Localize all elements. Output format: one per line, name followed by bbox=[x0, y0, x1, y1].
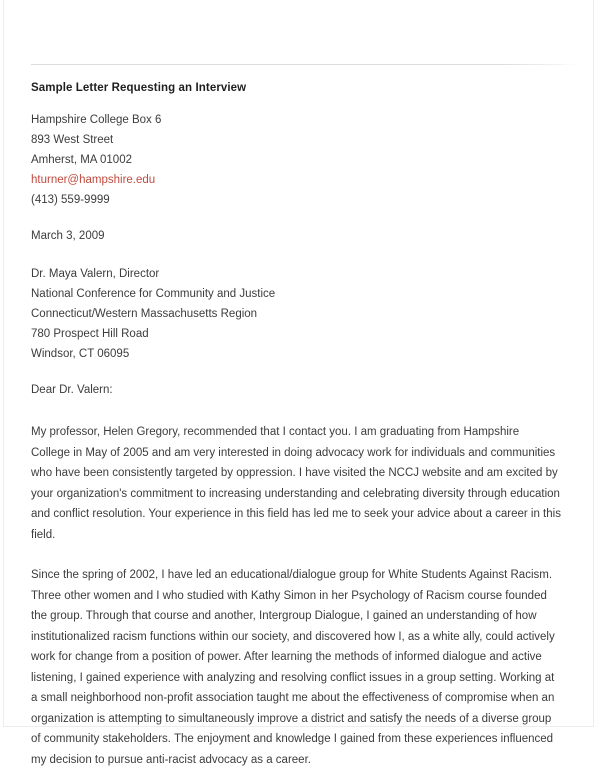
sender-address-block bbox=[31, 110, 575, 210]
recipient-address-block bbox=[31, 264, 575, 364]
recipient-address-line: Windsor, CT 06095 bbox=[31, 348, 130, 360]
sender-address-line: Amherst, MA 01002 bbox=[31, 154, 132, 166]
recipient-address-line: 780 Prospect Hill Road bbox=[31, 328, 149, 340]
letter-body-paragraph: My professor, Helen Gregory, recommended that I contact you. I am graduating from Hampshire College in May of 2005 and am very interested in doing advocacy work for individuals and communities who have been consistently targeted by oppression. I have visited the NCCJ website and am excited by your organization's commitment to increasing understanding and celebrating diversity through education and conflict resolution. Your experience in this field has led me to seek your advice about a career in this field. bbox=[31, 426, 561, 541]
sender-email-link[interactable]: hturner@hampshire.edu bbox=[31, 174, 156, 186]
header-divider bbox=[31, 64, 575, 65]
recipient-address-line: National Conference for Community and Justice bbox=[31, 288, 276, 300]
letter-content bbox=[31, 64, 575, 770]
sender-phone-line: (413) 559-9999 bbox=[31, 194, 110, 206]
recipient-address-line: Connecticut/Western Massachusetts Region bbox=[31, 308, 258, 320]
letter-body-paragraph: Since the spring of 2002, I have led an educational/dialogue group for White Students Against Racism. Three other women and I who studied with Kathy Simon in her Psychology of Racism course founded the group. Through that course and another, Intergroup Dialogue, I gained an understanding of how institutionalized racism functions within our society, and discovered how I, as a white ally, could actively work for change from a position of power. After learning the methods of informed dialogue and active listening, I gained experience with analyzing and resolving conflict issues in a group setting. Working at a small neighborhood non-profit association taught me about the effectiveness of compromise when an organization is attempting to simultaneously improve a district and satisfy the needs of a diverse group of community stakeholders. The enjoyment and knowledge I gained from these experiences influenced my decision to pursue anti-racist advocacy as a career. bbox=[31, 569, 555, 766]
recipient-address-line: Dr. Maya Valern, Director bbox=[31, 268, 160, 280]
sender-address-line: 893 West Street bbox=[31, 134, 114, 146]
letter-date-block bbox=[31, 226, 575, 246]
letter-salutation: Dear Dr. Valern: bbox=[31, 384, 113, 396]
sender-address-line: Hampshire College Box 6 bbox=[31, 114, 162, 126]
page-title: Sample Letter Requesting an Interview bbox=[31, 82, 247, 94]
document-page bbox=[3, 0, 594, 766]
letter-date: March 3, 2009 bbox=[31, 230, 105, 242]
